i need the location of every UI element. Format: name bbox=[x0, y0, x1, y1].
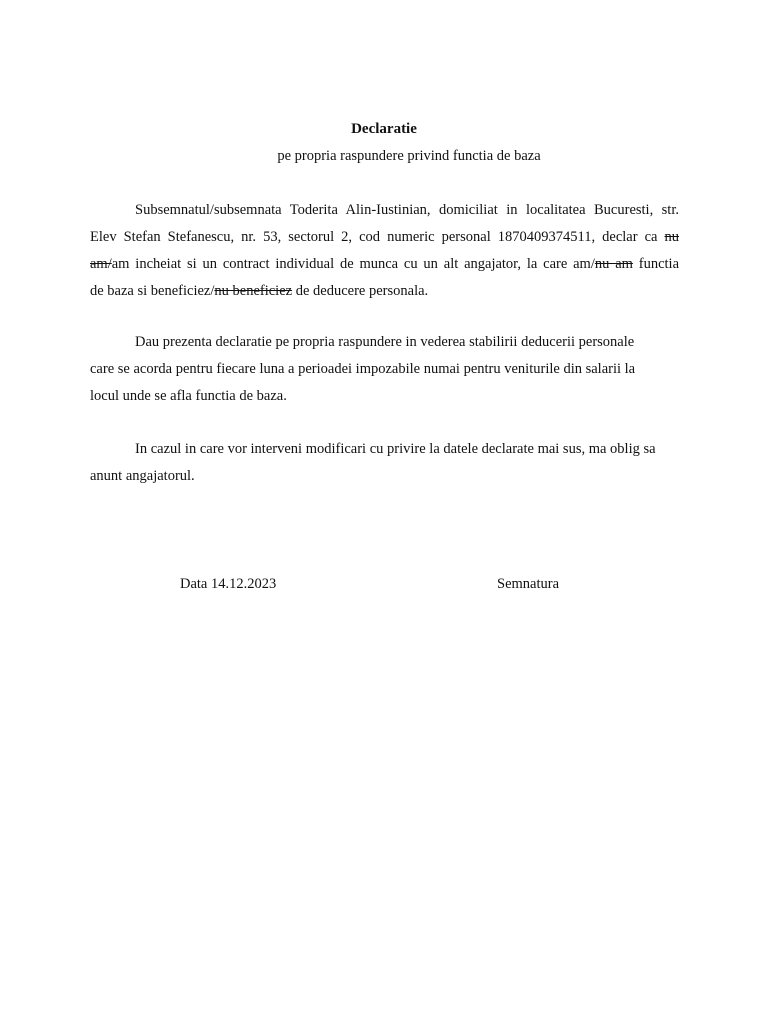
struck-text: am/ bbox=[90, 256, 112, 272]
text-segment: am incheiat si un contract individual de munca cu un alt angajator, la care am/ bbox=[111, 256, 595, 272]
struck-text: nu bbox=[664, 229, 680, 245]
paragraph-line: anunt angajatorul. bbox=[90, 468, 195, 484]
paragraph-obligation bbox=[90, 436, 679, 490]
paragraph-line: Dau prezenta declaratie pe propria raspundere in vederea stabilirii deducerii personale bbox=[135, 334, 635, 350]
document-subtitle: pe propria raspundere privind functia de baza bbox=[277, 148, 541, 164]
paragraph-line: In cazul in care vor interveni modificari cu privire la datele declarate mai sus, ma oblig sa bbox=[135, 441, 656, 457]
paragraph-line bbox=[90, 251, 679, 278]
document-title: Declaratie bbox=[351, 121, 417, 137]
paragraph-line bbox=[90, 278, 679, 305]
struck-text: nu am bbox=[594, 256, 633, 272]
text-segment: de deducere personala. bbox=[292, 283, 429, 299]
paragraph-line bbox=[90, 197, 679, 224]
signature-label: Semnatura bbox=[497, 576, 560, 592]
paragraph-declaration bbox=[90, 197, 679, 305]
struck-text: nu beneficiez bbox=[214, 283, 293, 299]
text-segment: Subsemnatul/subsemnata Toderita Alin-Iustinian, domiciliat in localitatea Bucuresti, str. bbox=[135, 202, 679, 218]
paragraph-purpose bbox=[90, 329, 679, 410]
paragraph-line bbox=[90, 224, 679, 251]
date-label: Data 14.12.2023 bbox=[180, 576, 277, 592]
paragraph-line: locul unde se afla functia de baza. bbox=[90, 388, 287, 404]
paragraph-line: care se acorda pentru fiecare luna a perioadei impozabile numai pentru veniturile din salarii la bbox=[90, 361, 636, 377]
text-segment: de baza si beneficiez/ bbox=[90, 283, 215, 299]
text-segment: functia bbox=[638, 256, 680, 272]
text-segment: Elev Stefan Stefanescu, nr. 53, sectorul 2, cod numeric personal 1870409374511, declar ca bbox=[90, 229, 658, 245]
